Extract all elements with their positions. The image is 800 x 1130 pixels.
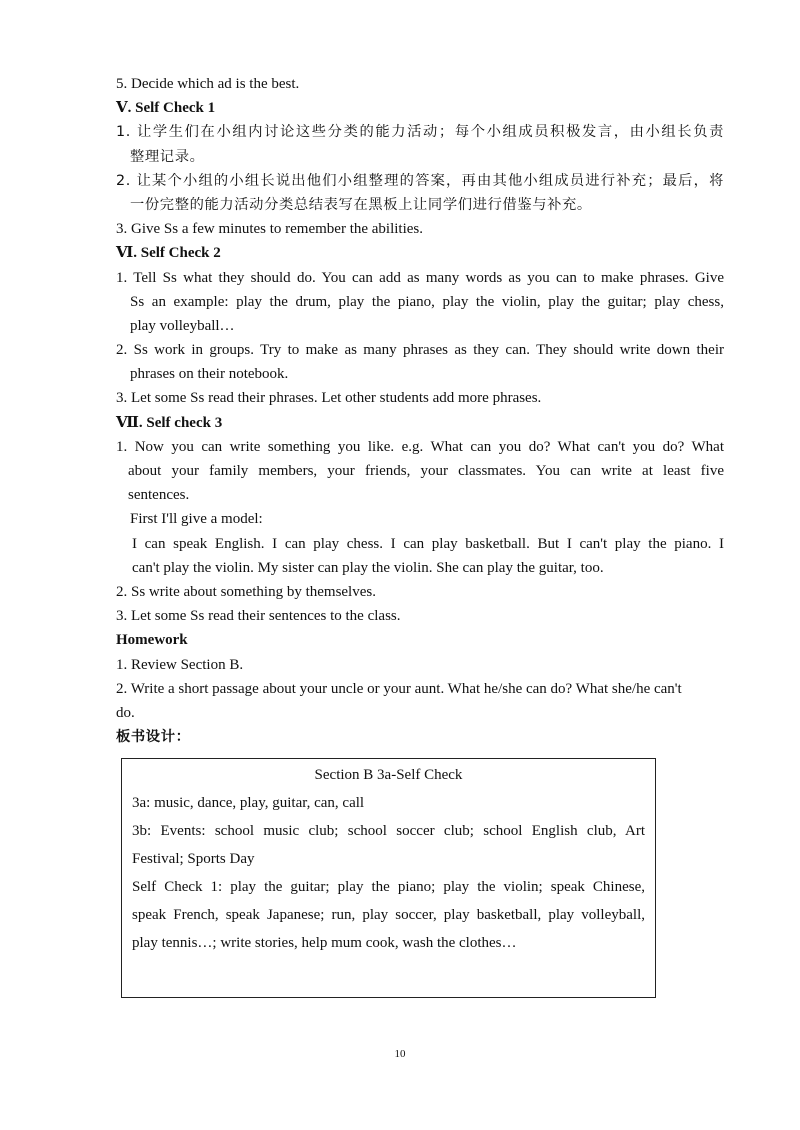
text-line: 整理记录。: [130, 148, 205, 165]
text-line: phrases on their notebook.: [130, 366, 289, 383]
board-line: Self Check 1: play the guitar; play the piano; play the violin; speak Chinese,: [132, 879, 645, 895]
board-title: Section B 3a-Self Check: [314, 767, 463, 783]
text-line: play volleyball…: [130, 317, 235, 334]
text-line: 5. Decide which ad is the best.: [116, 76, 300, 92]
text-line: 3. Let some Ss read their phrases. Let other students add more phrases.: [116, 390, 542, 407]
text-line: 1. Now you can write something you like. e.g. What can you do? What can't you do? What: [116, 438, 724, 455]
text-line: Ss an example: play the drum, play the piano, play the violin, play the guitar; play chess,: [130, 293, 724, 310]
text-line: 2. Ss write about something by themselves.: [116, 583, 376, 600]
homework-heading: Homework: [116, 632, 188, 649]
board-line: 3b: Events: school music club; school soccer club; school English club, Art: [132, 823, 645, 839]
text-line: 2. Write a short passage about your uncle or your aunt. What he/she can do? What she/he can't: [116, 680, 682, 697]
text-line: 1. Review Section B.: [116, 656, 244, 673]
text-line: 一份完整的能力活动分类总结表写在黑板上让同学们进行借鉴与补充。: [130, 196, 592, 213]
text-line: 3. Give Ss a few minutes to remember the abilities.: [116, 221, 424, 238]
section-heading: Ⅴ. Self Check 1: [116, 100, 216, 117]
text-line: 2. 让某个小组的小组长说出他们小组整理的答案，再由其他小组成员进行补充；最后，将: [116, 172, 724, 189]
text-line: 1. 让学生们在小组内讨论这些分类的能力活动；每个小组成员积极发言，由小组长负责: [116, 124, 724, 141]
text-line: 2. Ss work in groups. Try to make as many phrases as they can. They should write down their: [116, 342, 724, 359]
page-number: 10: [394, 1048, 406, 1060]
board-line: 3a: music, dance, play, guitar, can, call: [132, 795, 365, 811]
text-line: 3. Let some Ss read their sentences to the class.: [116, 608, 401, 625]
text-line: First I'll give a model:: [130, 511, 263, 528]
board-line: play tennis…; write stories, help mum cook, wash the clothes…: [132, 935, 517, 951]
board-line: speak French, speak Japanese; run, play soccer, play basketball, play volleyball,: [132, 907, 645, 923]
text-line: do.: [116, 704, 135, 721]
text-line: about your family members, your friends, your classmates. You can write at least five: [128, 463, 724, 479]
board-line: Festival; Sports Day: [132, 851, 255, 867]
text-line: 1. Tell Ss what they should do. You can add as many words as you can to make phrases. Give: [116, 269, 724, 286]
section-heading: Ⅵ. Self Check 2: [116, 245, 221, 262]
board-design-heading: 板书设计：: [116, 729, 191, 746]
text-line: can't play the violin. My sister can play the violin. She can play the guitar, too.: [132, 559, 604, 576]
section-heading: Ⅶ. Self check 3: [116, 414, 223, 431]
document-body: [116, 72, 724, 749]
text-line: sentences.: [128, 487, 190, 504]
text-line: I can speak English. I can play chess. I can play basketball. But I can't play the piano. I: [132, 535, 724, 552]
board-design-box: [121, 758, 656, 998]
